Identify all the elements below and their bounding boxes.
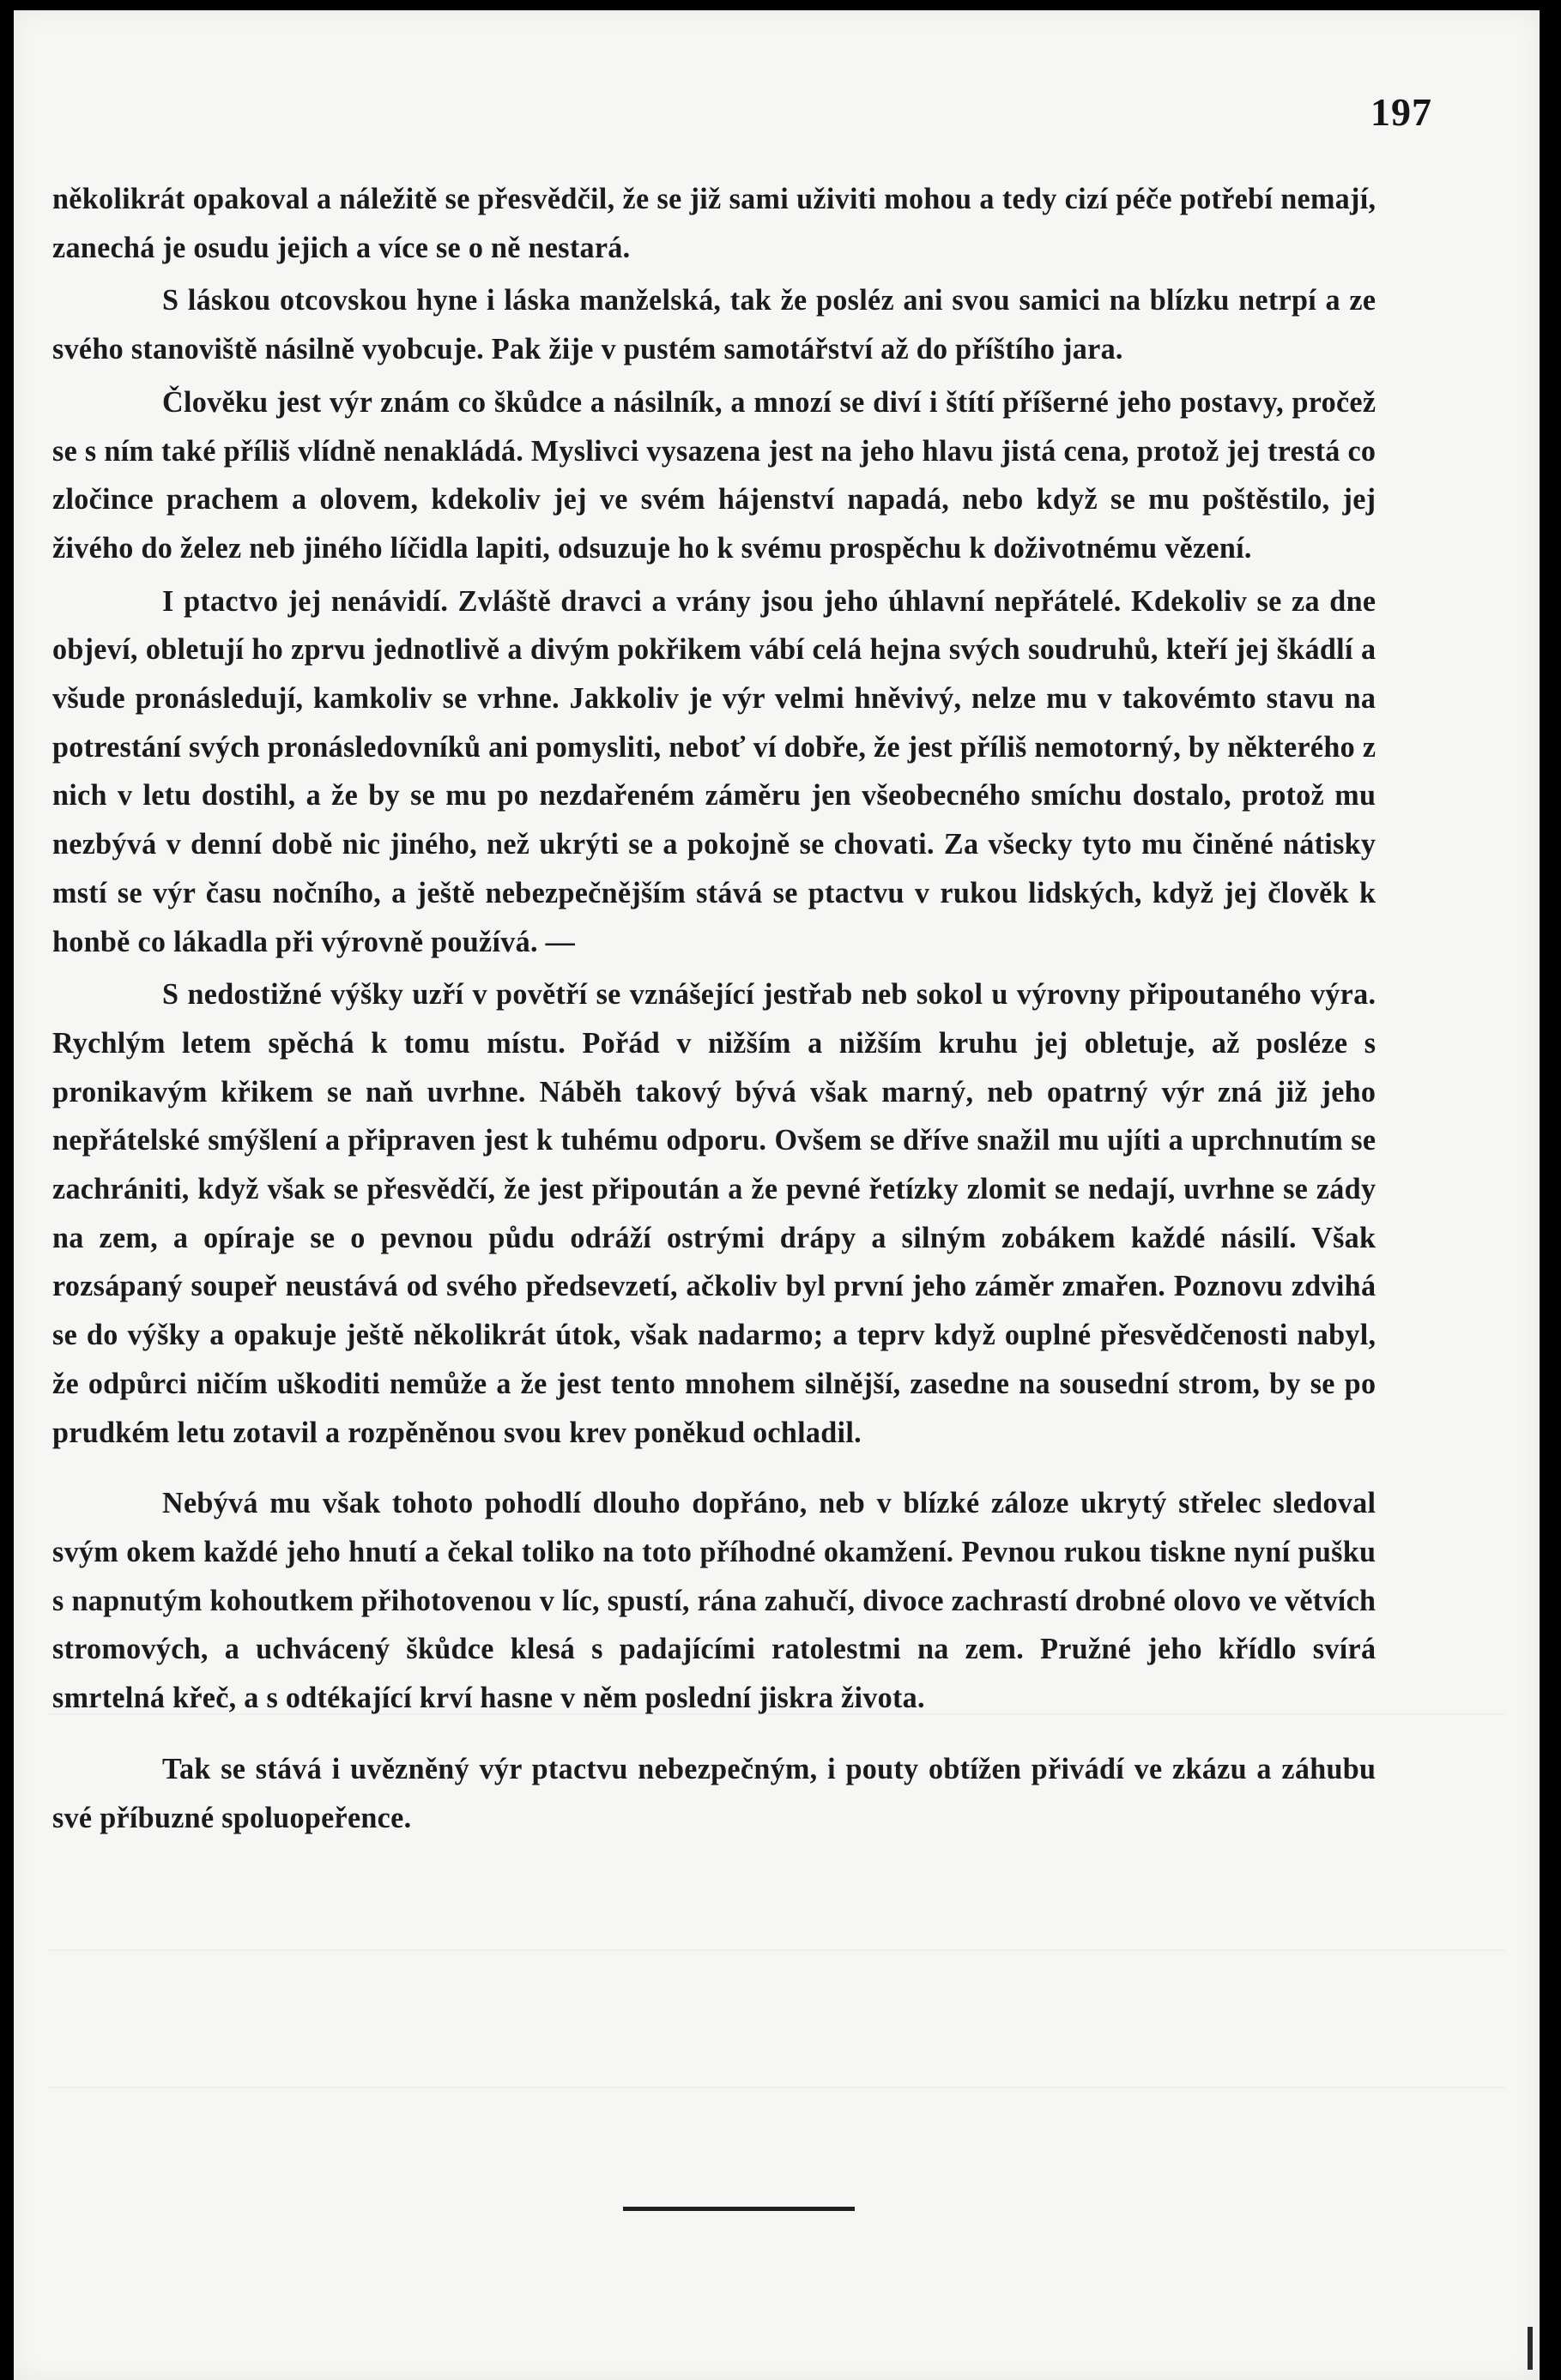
bleed-through-line (48, 1949, 1505, 1951)
paragraph: Tak se stává i uvězněný výr ptactvu nebezpečným, i pouty obtížen přivádí ve zkázu a záhubu své příbuzné spoluopeřence. (52, 1751, 1376, 1834)
page-edge-mark (1528, 2327, 1533, 2370)
paragraph: S láskou otcovskou hyne i láska manželská, tak že posléz ani svou samici na blízku netrpí a ze svého stanoviště násilně vyobcuje. Pak žije v pustém samotářství až do příštího jara. (52, 283, 1376, 366)
paragraph: Člověku jest výr znám co škůdce a násilník, a mnozí se diví i štítí příšerné jeho postavy, pročež se s ním také příliš vlídně nenakládá. Myslivci vysazena jest na jeho hlavu jistá cena, protož jej trestá co zločince prachem a olovem, kdekoliv jej ve svém hájenství napadá, nebo když se mu poštěstilo, jej živého do želez neb jiného líčidla lapiti, odsuzuje ho k svému prospěchu k doživotnému vězení. (52, 384, 1376, 565)
paragraph: I ptactvo jej nenávidí. Zvláště dravci a vrány jsou jeho úhlavní nepřátelé. Kdekoliv se za dne objeví, obletují ho zprvu jednotlivě a divým pokřikem vábí celá hejna svých soudruhů, kteří jej škádlí a všude pronásledují, kamkoliv se vrhne. Jakkoliv je výr velmi hněvivý, nelze mu v takovémto stavu na potrestání svých pronásledovníků ani pomysliti, neboť ví dobře, že jest příliš nemotorný, by některého z nich v letu dostihl, a že by se mu po nezdařeném záměru jen všeobecného smíchu dostalo, protož mu nezbývá v denní době nic jiného, než ukrýti se a pokojně se chovati. Za všecky tyto mu činěné nátisky mstí se výr času nočního, a ještě nebezpečnějším stává se ptactvu v rukou lidských, když jej člověk k honbě co lákadla při výrovně používá. — (52, 583, 1376, 958)
paragraph-continuation: několikrát opakoval a náležitě se přesvědčil, že se již sami uživiti mohou a tedy cizí péče potřebí nemají, zanechá je osudu jejich a více se o ně nestará. (52, 182, 1376, 264)
book-page (14, 10, 1540, 2380)
page-number: 197 (1370, 90, 1432, 134)
bleed-through-line (48, 2087, 1505, 2088)
section-separator-rule (623, 2207, 855, 2211)
body-text (52, 175, 1376, 1842)
paragraph: S nedostižné výšky uzří v povětří se vznášející jestřab neb sokol u výrovny připoutaného výra. Rychlým letem spěchá k tomu místu. Pořád v nižším a nižším kruhu jej obletuje, až posléze s pronikavým křikem se naň uvrhne. Náběh takový bývá však marný, neb opatrný výr zná již jeho nepřátelské smýšlení a připraven jest k tuhému odporu. Ovšem se dříve snažil mu ujíti a uprchnutím se zachrániti, když však se přesvědčí, že jest připoután a že pevné řetízky zlomit se nedají, uvrhne se zády na zem, a opíraje se o pevnou půdu odráží ostrými drápy a silným zobákem každé násilí. Však rozsápaný soupeř neustává od svého předsevzetí, ačkoliv byl první jeho záměr zmařen. Poznovu zdvihá se do výšky a opakuje ještě několikrát útok, však nadarmo; a teprv když ouplné přesvědčenosti nabyl, že odpůrci ničím uškoditi nemůže a že jest tento mnohem silnější, zasedne na sousední strom, by se po prudkém letu zotavil a rozpěněnou svou krev poněkud ochladil. (52, 977, 1376, 1449)
paragraph: Nebývá mu však tohoto pohodlí dlouho dopřáno, neb v blízké záloze ukrytý střelec sledoval svým okem každé jeho hnutí a čekal toliko na toto příhodné okamžení. Pevnou rukou tiskne nyní pušku s napnutým kohoutkem přihotovenou v líc, spustí, rána zahučí, divoce zachrastí drobné olovo ve větvích stromových, a uchvácený škůdce klesá s padajícími ratolestmi na zem. Pružné jeho křídlo svírá smrtelná křeč, a s odtékající krví hasne v něm poslední jiskra života. (52, 1486, 1376, 1715)
